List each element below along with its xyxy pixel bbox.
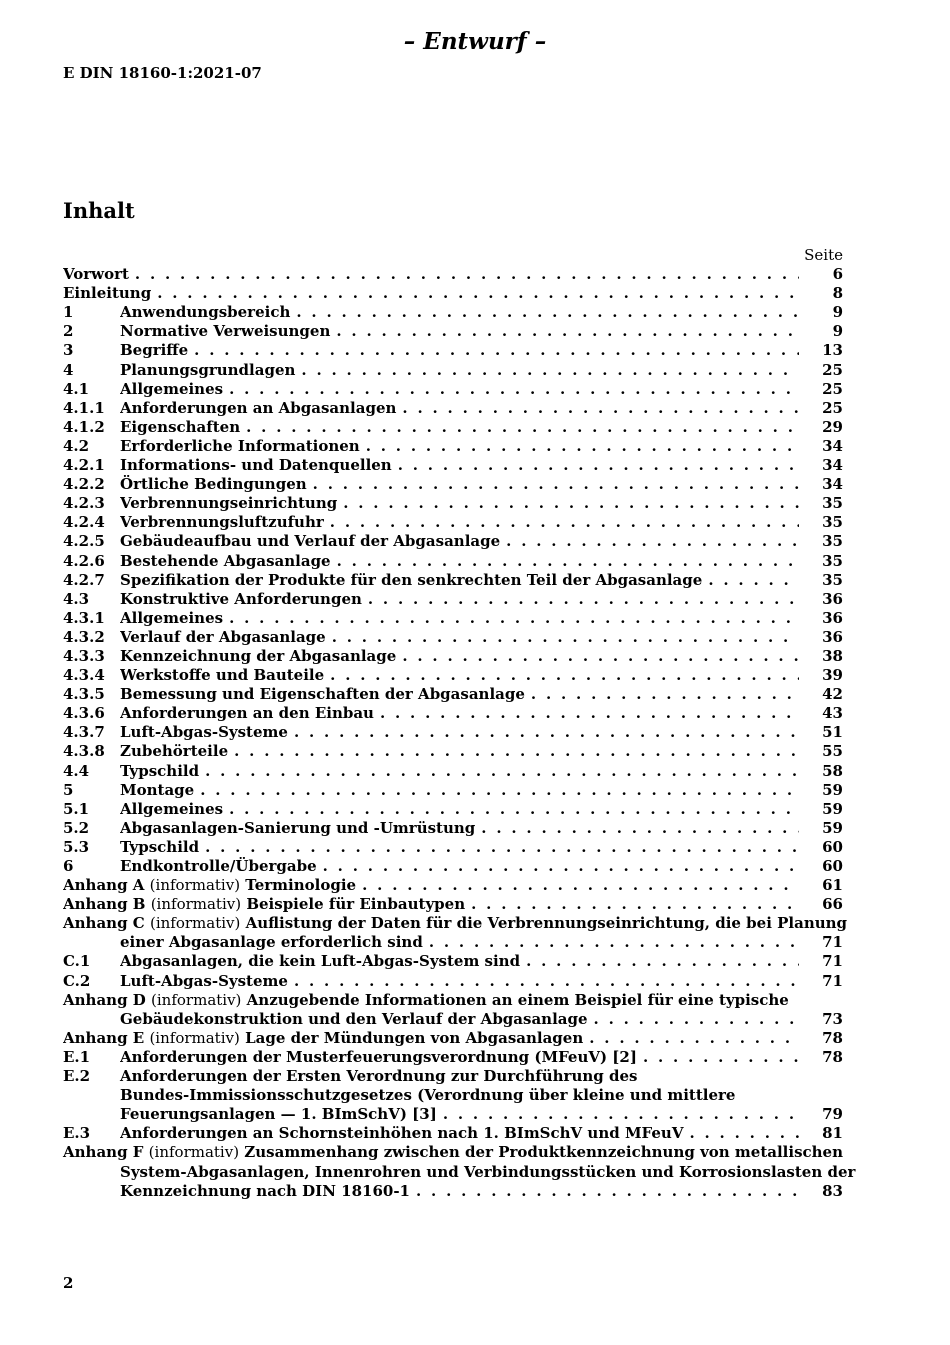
annex-informative: (informativ) [149, 1028, 240, 1047]
toc-page-number: 61 [822, 876, 843, 895]
toc-leader [120, 552, 799, 571]
toc-title: Verbrennungsluftzufuhr [120, 513, 330, 531]
toc-entry-e2-line2[interactable] [63, 1086, 843, 1105]
toc-entry-c2[interactable] [63, 972, 843, 991]
toc-title: Planungsgrundlagen [120, 361, 301, 379]
toc-entry[interactable] [63, 437, 843, 456]
toc-title-continued: Feuerungsanlagen — 1. BImSchV) [3] [120, 1105, 443, 1123]
toc-number: 4.3.2 [63, 627, 105, 646]
toc-page-number: 71 [822, 971, 843, 990]
toc-entry-annex-c-line2[interactable] [63, 933, 843, 952]
toc-entry[interactable] [63, 590, 843, 609]
toc-page-number: 51 [822, 723, 843, 742]
toc-number: 4.1 [63, 379, 90, 398]
toc-entry[interactable] [63, 762, 843, 781]
toc-entry[interactable] [63, 666, 843, 685]
toc-page-number: 71 [822, 952, 843, 971]
toc-leader [120, 819, 799, 838]
toc-entry[interactable] [63, 456, 843, 475]
toc-page-number: 42 [822, 685, 843, 704]
toc-page-number: 29 [822, 417, 843, 436]
annex-title-continued: System-Abgasanlagen, Innenrohren und Verbindungsstücken und Korrosionslasten der [120, 1162, 856, 1181]
toc-title: Verlauf der Abgasanlage [120, 628, 332, 646]
document-id: E DIN 18160-1:2021-07 [63, 64, 262, 82]
toc-leader [120, 704, 799, 723]
toc-page-number: 71 [822, 933, 843, 952]
annex-label: Anhang E [63, 1028, 145, 1047]
toc-title: Verbrennungseinrichtung [120, 494, 343, 512]
toc-title: Typschild [120, 762, 205, 780]
toc-number: 4.2.6 [63, 551, 105, 570]
toc-number: 4.3.8 [63, 742, 105, 761]
toc-page-number: 8 [832, 284, 843, 303]
toc-title: Einleitung [63, 284, 157, 302]
annex-informative: (informativ) [151, 990, 242, 1009]
toc-leader [120, 532, 799, 551]
toc-leader [120, 838, 799, 857]
toc-number: 5 [63, 780, 74, 799]
toc-number: 4 [63, 360, 74, 379]
toc-leader [120, 647, 799, 666]
toc-leader [120, 437, 799, 456]
toc-page-number: 35 [822, 551, 843, 570]
annex-title-continued: einer Abgasanlage erforderlich sind [120, 933, 429, 951]
toc-page-number: 25 [822, 360, 843, 379]
toc-title: Luft-Abgas-Systeme [120, 972, 294, 990]
toc-number: C.2 [63, 971, 91, 990]
toc-entry[interactable] [63, 628, 843, 647]
toc-leader [120, 800, 799, 819]
toc-page-number: 25 [822, 398, 843, 417]
toc-number: 4.1.1 [63, 398, 105, 417]
toc-title: Montage [120, 781, 200, 799]
toc-title: Gebäudeaufbau und Verlauf der Abgasanlage [120, 532, 506, 550]
toc-entry[interactable] [63, 284, 843, 303]
toc-title: Zubehörteile [120, 742, 234, 760]
annex-informative: (informativ) [149, 914, 241, 933]
draft-label: – Entwurf – [403, 28, 547, 55]
toc-entry[interactable] [63, 380, 843, 399]
annex-title: Zusammenhang zwischen der Produktkennzeichnung von metallischen [244, 1143, 844, 1162]
toc-number: 4.2.5 [63, 532, 105, 551]
toc-entry-e2-line1[interactable] [63, 1067, 843, 1086]
toc-entry[interactable] [63, 513, 843, 532]
toc-leader [120, 475, 799, 494]
toc-page-number: 38 [822, 646, 843, 665]
toc-page-number: 35 [822, 494, 843, 513]
toc-entry[interactable] [63, 781, 843, 800]
toc-number: 4.2.3 [63, 494, 105, 513]
toc-title: Abgasanlagen, die kein Luft-Abgas-System sind [120, 952, 526, 970]
toc-page-number: 39 [822, 666, 843, 685]
toc-title: Begriffe [120, 341, 194, 359]
toc-leader [120, 723, 799, 742]
toc-entry-annex-b[interactable] [63, 895, 843, 914]
toc-entry-annex-f-line2[interactable] [63, 1162, 856, 1182]
toc-entry-annex-d-line2[interactable] [63, 1010, 843, 1029]
toc-entry[interactable] [63, 742, 843, 761]
annex-label: Anhang C [63, 914, 145, 933]
toc-page-number: 36 [822, 608, 843, 627]
toc-page-number: 81 [822, 1124, 843, 1143]
toc-leader [120, 303, 799, 322]
annex-informative: (informativ) [149, 876, 241, 895]
toc-title: Abgasanlagen-Sanierung und -Umrüstung [120, 819, 481, 837]
toc-number: 1 [63, 303, 74, 322]
toc-entry[interactable] [63, 265, 843, 284]
toc-number: 5.3 [63, 837, 90, 856]
toc-leader [120, 781, 799, 800]
toc-entry-c1[interactable] [63, 952, 843, 971]
toc-number: 4.2.7 [63, 570, 105, 589]
toc-number: 5.1 [63, 799, 90, 818]
toc-leader [120, 494, 799, 513]
toc-title: Anforderungen an den Einbau [120, 704, 380, 722]
toc-title: Spezifikation der Produkte für den senkrechten Teil der Abgasanlage [120, 571, 708, 589]
toc-page-number: 9 [832, 303, 843, 322]
toc-page-number: 43 [822, 704, 843, 723]
toc-entry[interactable] [63, 341, 843, 360]
toc-entry[interactable] [63, 723, 843, 742]
toc-number: 5.2 [63, 818, 90, 837]
toc-entry[interactable] [63, 609, 843, 628]
toc-title: Anforderungen an Abgasanlagen [120, 399, 402, 417]
toc-page-number: 59 [822, 799, 843, 818]
toc-title: Bemessung und Eigenschaften der Abgasanlage [120, 685, 531, 703]
toc-title: Konstruktive Anforderungen [120, 590, 368, 608]
toc-leader [120, 571, 799, 590]
toc-entry[interactable] [63, 647, 843, 666]
toc-title: Normative Verweisungen [120, 322, 336, 340]
annex-title: Auflistung der Daten für die Verbrennungseinrichtung, die bei Planung [245, 914, 848, 933]
toc-entry-e2-line3[interactable] [63, 1105, 843, 1124]
toc-entry[interactable] [63, 571, 843, 590]
toc-page-number: 78 [822, 1047, 843, 1066]
toc-page-number: 60 [822, 857, 843, 875]
toc-page-number: 55 [822, 742, 843, 761]
toc-title: Erforderliche Informationen [120, 437, 366, 455]
table-of-contents [63, 246, 856, 1201]
toc-number: 4.2 [63, 436, 90, 455]
annex-label: Anhang D [63, 990, 146, 1009]
toc-page-number: 36 [822, 589, 843, 608]
toc-number: 4.3.4 [63, 666, 105, 685]
toc-entry[interactable] [63, 475, 843, 494]
toc-number: E.1 [63, 1047, 91, 1066]
toc-leader [120, 742, 799, 761]
annex-title: Anzugebende Informationen an einem Beispiel für eine typische [246, 990, 789, 1009]
toc-entry-e1[interactable] [63, 1048, 843, 1067]
annex-title-continued: Gebäudekonstruktion und den Verlauf der Abgasanlage [120, 1010, 594, 1028]
toc-title: Anforderungen der Ersten Verordnung zur Durchführung des [120, 1067, 638, 1086]
toc-leader [120, 762, 799, 781]
toc-title: Anforderungen an Schornsteinhöhen nach 1. BImSchV und MFeuV [120, 1124, 689, 1142]
toc-entry-annex-d-line1[interactable] [63, 991, 843, 1010]
toc-number: 4.4 [63, 761, 90, 780]
toc-title-continued: Bundes-Immissionsschutzgesetzes (Verordnung über kleine und mittlere [120, 1086, 736, 1105]
toc-leader [63, 265, 799, 284]
toc-page-number: 35 [822, 532, 843, 551]
toc-page-number: 13 [822, 341, 843, 360]
toc-entry[interactable] [63, 857, 843, 876]
toc-title: Informations- und Datenquellen [120, 456, 398, 474]
toc-page-number: 79 [822, 1105, 843, 1124]
toc-number: 4.3 [63, 589, 90, 608]
toc-number: 4.2.2 [63, 475, 105, 494]
toc-simple-entries [63, 265, 843, 876]
toc-number: 4.3.1 [63, 608, 105, 627]
toc-page-number: 9 [832, 322, 843, 341]
toc-entry-annex-c-line1[interactable] [63, 914, 848, 933]
toc-page-number: 35 [822, 513, 843, 532]
toc-number: E.3 [63, 1124, 91, 1143]
toc-number: 4.3.7 [63, 723, 105, 742]
page-number: 2 [63, 1274, 74, 1292]
toc-number: 4.1.2 [63, 417, 105, 436]
toc-leader [120, 456, 799, 475]
toc-page-number: 58 [822, 761, 843, 780]
toc-number: E.2 [63, 1067, 91, 1086]
toc-entry-annex-e[interactable] [63, 1029, 843, 1048]
toc-leader [120, 361, 799, 380]
toc-entry-annex-f-line1[interactable] [63, 1143, 843, 1162]
toc-title: Anforderungen der Musterfeuerungsverordnung (MFeuV) [2] [120, 1048, 643, 1066]
toc-title: Allgemeines [120, 609, 229, 627]
toc-number: 4.3.3 [63, 646, 105, 665]
toc-entry[interactable] [63, 532, 843, 551]
toc-page-number: 36 [822, 627, 843, 646]
toc-leader [120, 666, 799, 685]
toc-entry[interactable] [63, 838, 843, 857]
annex-informative: (informativ) [150, 895, 242, 914]
toc-leader [120, 418, 799, 437]
toc-leader [120, 628, 799, 647]
annex-label: Anhang B [63, 895, 146, 914]
toc-entry[interactable] [63, 418, 843, 437]
toc-title: Werkstoffe und Bauteile [120, 666, 330, 684]
toc-leader [120, 590, 799, 609]
annex-title: Terminologie [245, 876, 357, 895]
toc-leader [120, 513, 799, 532]
toc-title: Örtliche Bedingungen [120, 475, 313, 493]
toc-entry[interactable] [63, 303, 843, 322]
toc-title: Typschild [120, 838, 205, 856]
toc-page-number: 34 [822, 475, 843, 494]
toc-page-number: 59 [822, 818, 843, 837]
toc-title: Luft-Abgas-Systeme [120, 723, 294, 741]
toc-entry-annex-f-line3[interactable] [63, 1182, 843, 1201]
toc-page-number: 83 [822, 1181, 843, 1200]
toc-leader [120, 399, 799, 418]
toc-leader [120, 322, 799, 341]
toc-leader [120, 857, 799, 876]
annex-title: Lage der Mündungen von Abgasanlagen [245, 1028, 584, 1047]
toc-entry[interactable] [63, 361, 843, 380]
toc-entry[interactable] [63, 819, 843, 838]
toc-title: Bestehende Abgasanlage [120, 552, 337, 570]
toc-page-number: 34 [822, 436, 843, 455]
toc-number: 4.2.4 [63, 513, 105, 532]
toc-number: 4.3.6 [63, 704, 105, 723]
toc-leader [63, 284, 799, 303]
toc-entry[interactable] [63, 800, 843, 819]
toc-entry[interactable] [63, 399, 843, 418]
annex-informative: (informativ) [148, 1143, 240, 1162]
toc-title: Eigenschaften [120, 418, 246, 436]
toc-page-number: 34 [822, 456, 843, 475]
toc-leader [120, 341, 799, 360]
toc-entry[interactable] [63, 704, 843, 723]
toc-number: 4.2.1 [63, 456, 105, 475]
toc-title: Anwendungsbereich [120, 303, 296, 321]
toc-entry[interactable] [63, 685, 843, 704]
toc-entry[interactable] [63, 322, 843, 341]
toc-page-number: 35 [822, 570, 843, 589]
toc-leader [120, 609, 799, 628]
annex-title-continued: Kennzeichnung nach DIN 18160-1 [120, 1182, 416, 1200]
toc-number: C.1 [63, 952, 91, 971]
toc-entry-e3[interactable] [63, 1124, 843, 1143]
toc-entry[interactable] [63, 494, 843, 513]
toc-entry[interactable] [63, 552, 843, 571]
toc-number: 3 [63, 341, 74, 360]
toc-page-number: 59 [822, 780, 843, 799]
toc-page-number: 73 [822, 1009, 843, 1028]
toc-title: Allgemeines [120, 800, 229, 818]
toc-page-number: 60 [822, 837, 843, 856]
annex-title: Beispiele für Einbautypen [246, 895, 466, 914]
toc-number: 6 [63, 857, 74, 875]
toc-number: 4.3.5 [63, 685, 105, 704]
toc-leader [120, 380, 799, 399]
toc-page-number: 6 [832, 265, 843, 284]
annex-label: Anhang A [63, 876, 145, 895]
toc-page-number: 78 [822, 1028, 843, 1047]
toc-page-number: 25 [822, 379, 843, 398]
toc-page-number: 66 [822, 895, 843, 914]
annex-label: Anhang F [63, 1143, 144, 1162]
toc-title: Vorwort [63, 265, 135, 283]
toc-leader [120, 685, 799, 704]
page-column-label: Seite [804, 246, 843, 264]
toc-heading: Inhalt [63, 198, 135, 223]
toc-title: Kennzeichnung der Abgasanlage [120, 647, 402, 665]
toc-title: Allgemeines [120, 380, 229, 398]
toc-entry-annex-a[interactable] [63, 876, 843, 895]
toc-number: 2 [63, 322, 74, 341]
toc-title: Endkontrolle/Übergabe [120, 857, 323, 875]
